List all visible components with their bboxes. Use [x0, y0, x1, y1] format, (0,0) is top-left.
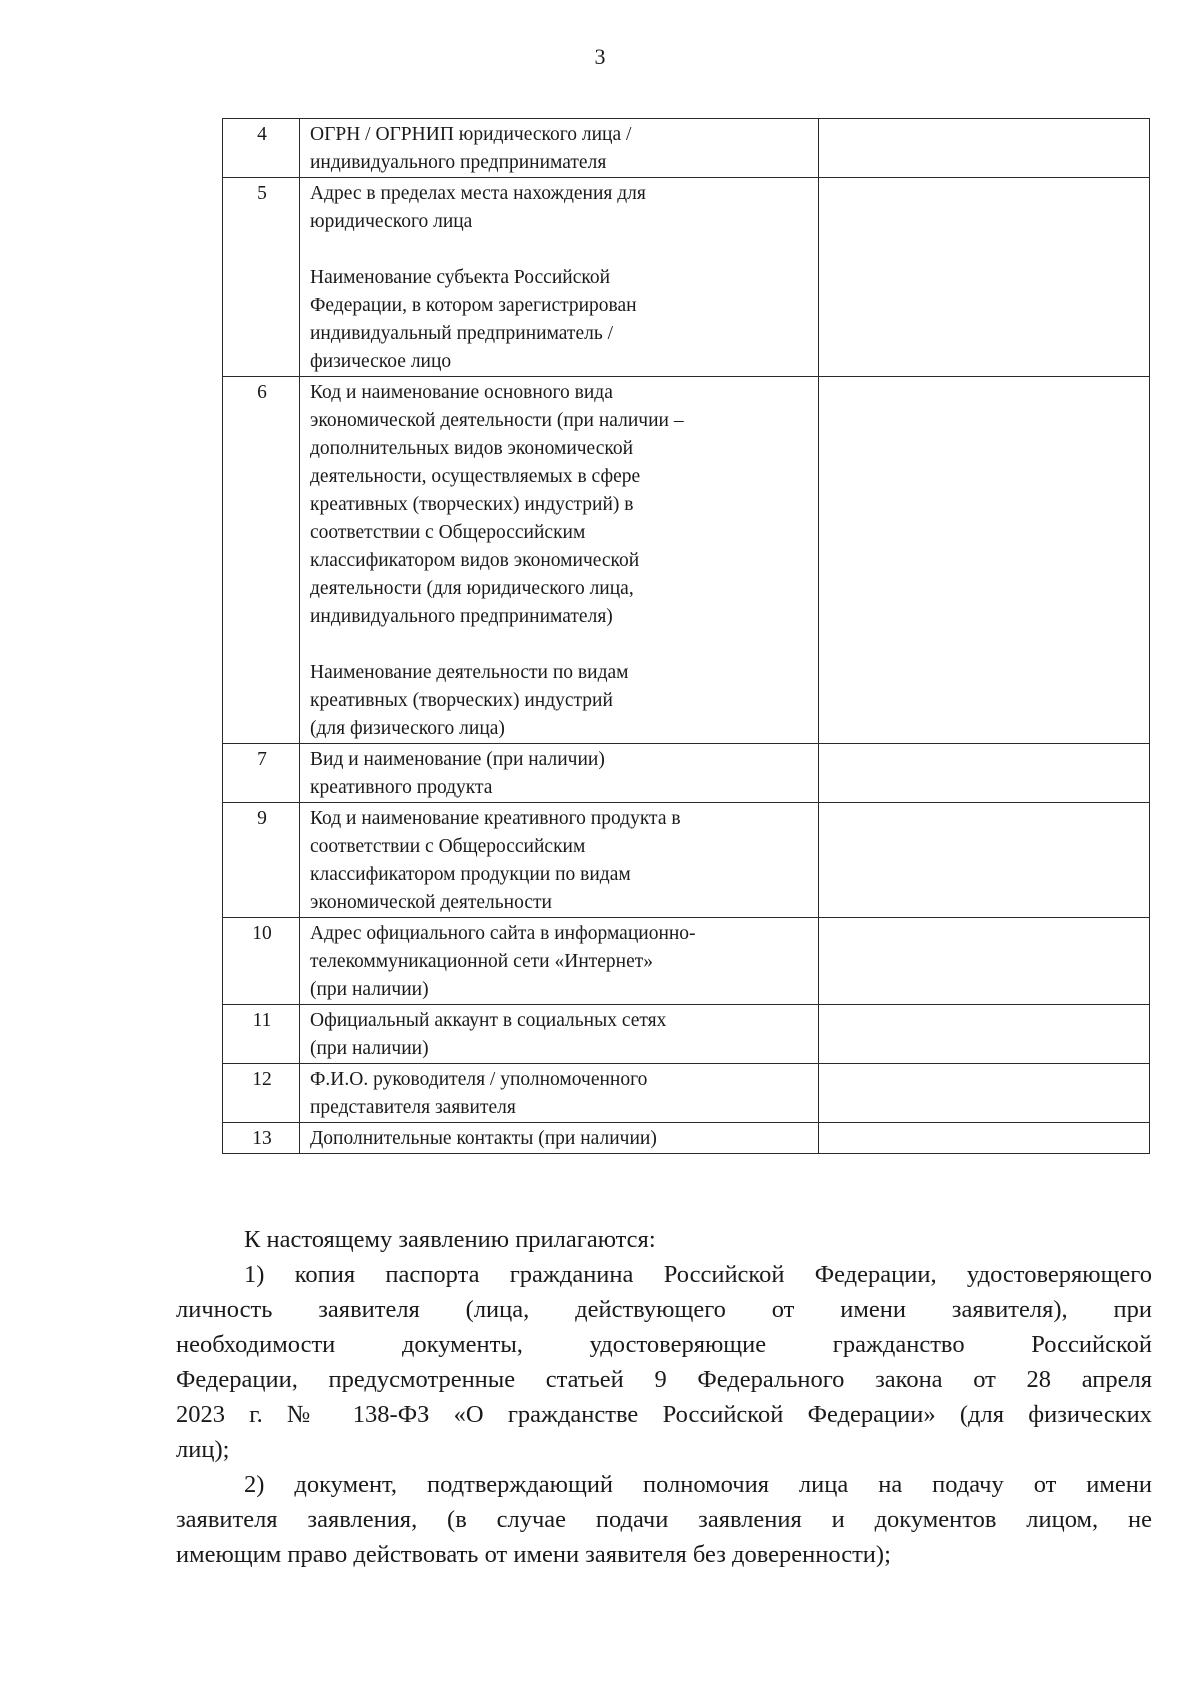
row-label [300, 918, 819, 1005]
label-line: Адрес официального сайта в информационно- [310, 923, 696, 944]
row-number: 12 [223, 1064, 300, 1123]
row-number: 9 [223, 803, 300, 918]
attachment-line: заявителя заявления, (в случае подачи заявления и документов лицом, не [176, 1506, 1152, 1533]
label-line: Федерации, в котором зарегистрирован [310, 295, 637, 316]
label-line: классификатором видов экономической [310, 550, 640, 571]
attachments-section [176, 1222, 1152, 1572]
label-line: Код и наименование креативного продукта в [310, 808, 681, 829]
page-number: 3 [594, 44, 606, 69]
attachment-line: имеющим право действовать от имени заявителя без доверенности); [176, 1541, 891, 1568]
row-label [300, 803, 819, 918]
label-line: Вид и наименование (при наличии) [310, 749, 605, 770]
row-value-field [819, 918, 1150, 1005]
row-value-field [819, 803, 1150, 918]
label-line: телекоммуникационной сети «Интернет» [310, 951, 654, 972]
row-value-field [819, 1064, 1150, 1123]
label-line: соответствии с Общероссийским [310, 836, 586, 857]
label-line: индивидуального предпринимателя) [310, 606, 613, 627]
attachment-line: 2) документ, подтверждающий полномочия лица на подачу от имени [244, 1471, 1152, 1498]
application-form-table [222, 118, 1150, 1154]
table-row [223, 119, 1150, 178]
attachment-line: Федерации, предусмотренные статьей 9 Федерального закона от 28 апреля [176, 1366, 1152, 1393]
attachment-line: 2023 г. № 138-ФЗ «О гражданстве Российской Федерации» (для физических [176, 1401, 1152, 1428]
table-row [223, 918, 1150, 1005]
label-line: Ф.И.О. руководителя / уполномоченного [310, 1069, 648, 1090]
attachments-intro: К настоящему заявлению прилагаются: [244, 1226, 656, 1253]
row-label [300, 178, 819, 377]
row-number: 6 [223, 377, 300, 744]
label-line: Дополнительные контакты (при наличии) [310, 1128, 657, 1149]
row-label [300, 1064, 819, 1123]
label-line: креативных (творческих) индустрий) в [310, 494, 634, 515]
row-number: 4 [223, 119, 300, 178]
label-line: деятельности (для юридического лица, [310, 578, 634, 599]
label-line: деятельности, осуществляемых в сфере [310, 466, 641, 487]
attachments-list [176, 1257, 1152, 1572]
attachment-item [176, 1467, 1152, 1572]
row-label [300, 377, 819, 744]
row-value-field [819, 178, 1150, 377]
row-label [300, 1005, 819, 1064]
row-value-field [819, 1123, 1150, 1154]
table-row [223, 1123, 1150, 1154]
table-row [223, 178, 1150, 377]
table-row [223, 803, 1150, 918]
row-label [300, 1123, 819, 1154]
label-line: соответствии с Общероссийским [310, 522, 586, 543]
label-line: ОГРН / ОГРНИП юридического лица / [310, 124, 632, 145]
row-value-field [819, 377, 1150, 744]
label-line: креативного продукта [310, 777, 493, 798]
label-line: экономической деятельности [310, 892, 552, 913]
label-line: классификатором продукции по видам [310, 864, 631, 885]
row-number: 10 [223, 918, 300, 1005]
label-line: Код и наименование основного вида [310, 382, 613, 403]
label-line: экономической деятельности (при наличии – [310, 410, 684, 431]
table-body [223, 119, 1150, 1154]
label-line: индивидуального предпринимателя [310, 152, 607, 173]
row-value-field [819, 744, 1150, 803]
table-row [223, 377, 1150, 744]
label-line: дополнительных видов экономической [310, 438, 634, 459]
attachment-line: необходимости документы, удостоверяющие гражданство Российской [176, 1331, 1152, 1358]
row-number: 13 [223, 1123, 300, 1154]
label-line: (при наличии) [310, 979, 429, 1000]
label-line: креативных (творческих) индустрий [310, 690, 613, 711]
label-line: Наименование деятельности по видам [310, 662, 629, 683]
label-line: (для физического лица) [310, 718, 505, 739]
attachment-line: личность заявителя (лица, действующего от имени заявителя), при [176, 1296, 1152, 1323]
row-number: 7 [223, 744, 300, 803]
paragraph-gap [310, 631, 810, 659]
attachment-line: лиц); [176, 1436, 230, 1463]
row-value-field [819, 1005, 1150, 1064]
row-value-field [819, 119, 1150, 178]
label-line: Официальный аккаунт в социальных сетях [310, 1010, 667, 1031]
label-line: юридического лица [310, 211, 473, 232]
label-line: (при наличии) [310, 1038, 429, 1059]
row-label [300, 744, 819, 803]
row-number: 5 [223, 178, 300, 377]
label-line: индивидуальный предприниматель / [310, 323, 614, 344]
label-line: Наименование субъекта Российской [310, 267, 611, 288]
table-row [223, 744, 1150, 803]
label-line: Адрес в пределах места нахождения для [310, 183, 646, 204]
row-label [300, 119, 819, 178]
row-number: 11 [223, 1005, 300, 1064]
label-line: физическое лицо [310, 351, 452, 372]
table-row [223, 1005, 1150, 1064]
table-row [223, 1064, 1150, 1123]
paragraph-gap [310, 236, 810, 264]
label-line: представителя заявителя [310, 1097, 516, 1118]
attachment-line: 1) копия паспорта гражданина Российской Федерации, удостоверяющего [244, 1261, 1152, 1288]
attachment-item [176, 1257, 1152, 1467]
